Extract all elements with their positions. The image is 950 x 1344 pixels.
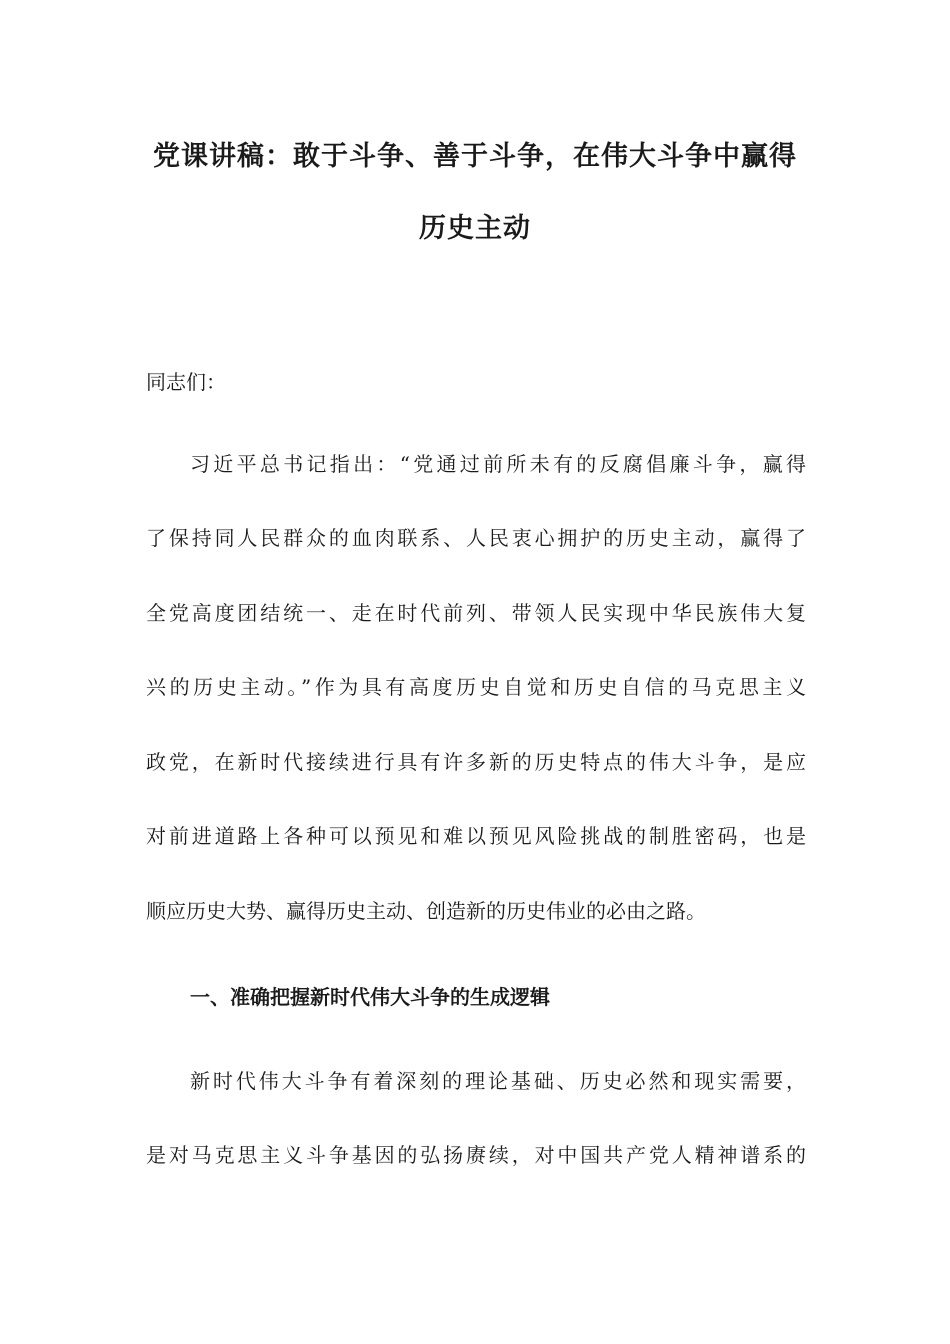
document-title-line-2: 历史主动 — [419, 213, 531, 244]
paragraph-2-line-1: 新时代伟大斗争有着深刻的理论基础、历史必然和现实需要， — [190, 1069, 806, 1093]
paragraph-1-line-6: 对前进道路上各种可以预见和难以预见风险挑战的制胜密码，也是 — [146, 824, 806, 848]
paragraph-2-line-2: 是对马克思主义斗争基因的弘扬赓续，对中国共产党人精神谱系的 — [146, 1143, 806, 1167]
paragraph-1-line-2: 了保持同人民群众的血肉联系、人民衷心拥护的历史主动，赢得了 — [146, 526, 806, 550]
paragraph-1-line-3: 全党高度团结统一、走在时代前列、带领人民实现中华民族伟大复 — [146, 601, 806, 625]
paragraph-1-line-1: 习近平总书记指出：“党通过前所未有的反腐倡廉斗争，赢得 — [190, 452, 806, 476]
paragraph-1-line-4: 兴的历史主动。”作为具有高度历史自觉和历史自信的马克思主义 — [146, 675, 806, 699]
paragraph-1-line-7: 顺应历史大势、赢得历史主动、创造新的历史伟业的必由之路。 — [146, 899, 706, 923]
section-1-heading: 一、准确把握新时代伟大斗争的生成逻辑 — [190, 985, 550, 1009]
paragraph-1-line-5: 政党，在新时代接续进行具有许多新的历史特点的伟大斗争，是应 — [146, 750, 806, 774]
document-title-line-1: 党课讲稿：敢于斗争、善于斗争，在伟大斗争中赢得 — [153, 141, 797, 172]
greeting: 同志们： — [146, 370, 226, 394]
